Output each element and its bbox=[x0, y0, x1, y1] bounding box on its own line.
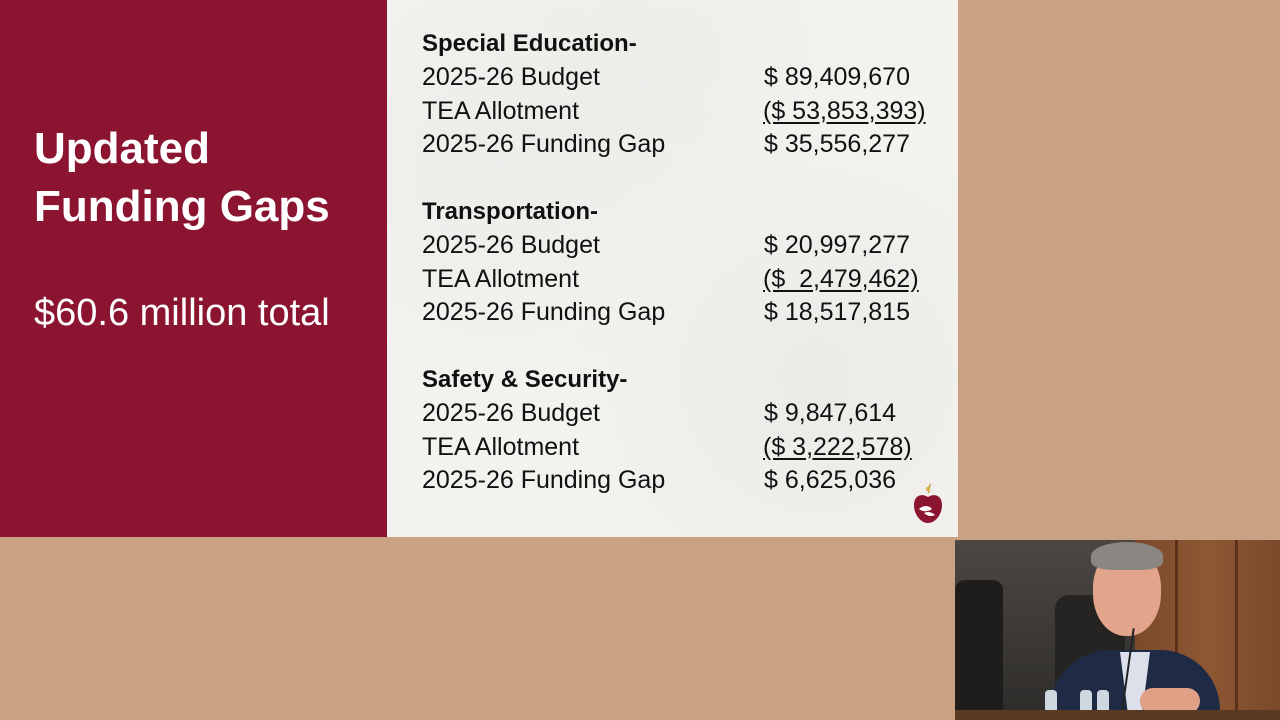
row-label: TEA Allotment bbox=[422, 432, 580, 461]
row-amount: $ 89,409,670 bbox=[764, 63, 910, 91]
slide-title: Updated Funding Gaps bbox=[34, 124, 330, 231]
slide-left-panel bbox=[0, 0, 387, 537]
section-heading: Safety & Security- bbox=[422, 366, 628, 393]
budget-row bbox=[422, 229, 947, 263]
row-label: 2025-26 Funding Gap bbox=[422, 130, 666, 159]
section-safety-security bbox=[422, 363, 947, 498]
webcam-feed-icon bbox=[955, 540, 1280, 720]
row-amount: ($ 3,222,578) bbox=[763, 432, 912, 461]
row-amount: $ 9,847,614 bbox=[764, 399, 897, 427]
row-label: TEA Allotment bbox=[422, 264, 580, 293]
cam-person-hair bbox=[1091, 542, 1163, 570]
row-label: 2025-26 Budget bbox=[422, 231, 600, 259]
cam-chair bbox=[955, 580, 1003, 720]
row-label: 2025-26 Budget bbox=[422, 63, 600, 91]
row-amount: $ 18,517,815 bbox=[764, 298, 910, 327]
section-special-education bbox=[422, 27, 947, 162]
cam-desk bbox=[955, 710, 1280, 720]
budget-row bbox=[422, 397, 947, 431]
section-heading: Special Education- bbox=[422, 30, 637, 57]
row-amount: $ 20,997,277 bbox=[764, 231, 910, 259]
row-label: 2025-26 Budget bbox=[422, 399, 600, 427]
section-heading: Transportation- bbox=[422, 198, 599, 225]
row-amount: $ 35,556,277 bbox=[764, 130, 910, 159]
allotment-row bbox=[422, 431, 947, 465]
row-amount: ($ 2,479,462) bbox=[763, 264, 919, 293]
cam-panel-line bbox=[1235, 540, 1238, 720]
funding-gap-row bbox=[422, 464, 947, 498]
row-label: 2025-26 Funding Gap bbox=[422, 298, 666, 327]
row-amount: ($ 53,853,393) bbox=[763, 96, 926, 125]
row-label: TEA Allotment bbox=[422, 96, 580, 125]
row-label: 2025-26 Funding Gap bbox=[422, 466, 666, 495]
funding-gap-row bbox=[422, 128, 947, 162]
funding-gap-row bbox=[422, 296, 947, 330]
apple-logo-icon bbox=[912, 483, 944, 525]
slide-right-panel bbox=[387, 0, 958, 537]
slide-subtitle: $60.6 million total bbox=[34, 292, 330, 334]
row-amount: $ 6,625,036 bbox=[764, 466, 897, 495]
section-transportation bbox=[422, 195, 947, 330]
allotment-row bbox=[422, 263, 947, 297]
budget-row bbox=[422, 61, 947, 95]
allotment-row bbox=[422, 95, 947, 129]
